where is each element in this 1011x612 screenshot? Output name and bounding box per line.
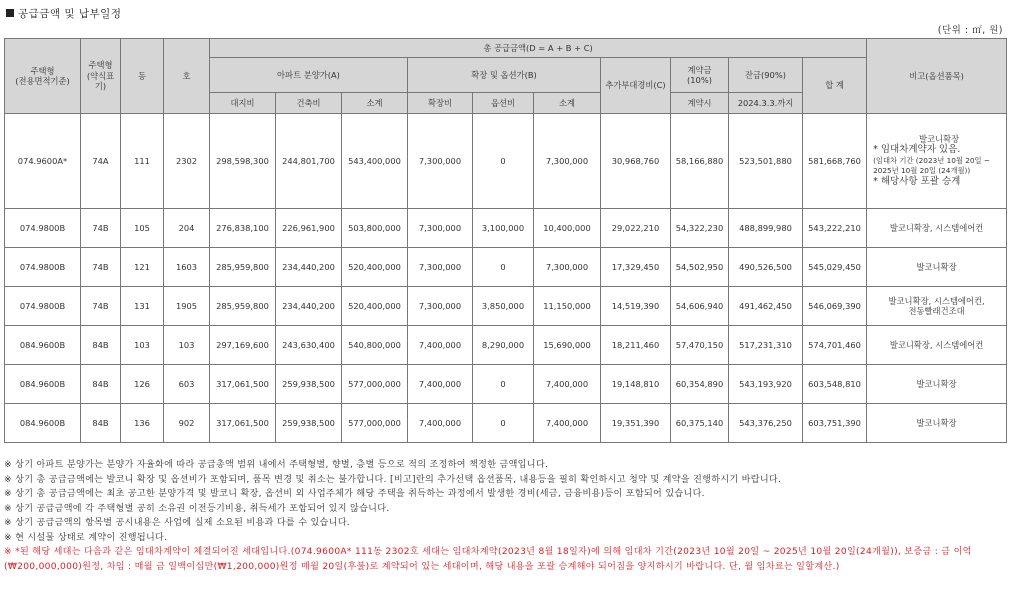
cell-ho: 2302 [164, 114, 210, 209]
cell-ho: 204 [164, 209, 210, 248]
lease-red-note: ※ *된 해당 세대는 다음과 같은 임대차계약이 체결되어진 세대입니다.(074.9600A* 111동 2302호 세대는 임대차계약(2023년 8월 18일자)에 의해 임대차 기간(2023년 10월 20일 ~ 2025년 10월 20일(24개월)), 보증금 : 금 이억(₩200,000,000)원정, 차임 : 매월 금 일백이십만(₩1,200,000)원정 매월 20일(후불)로 계약되어 있는 세대이며, 해당 내용을 포괄 승계해야 되어짐을 양지하시기 바랍니다. 단, 월 임차료는 일할계산.) [4, 547, 972, 572]
cell-short: 84B [81, 404, 121, 443]
cell-opt-subtotal: 7,300,000 [534, 248, 601, 287]
cell-opt-subtotal: 7,400,000 [534, 404, 601, 443]
cell-opt-subtotal: 15,690,000 [534, 326, 601, 365]
cell-dong: 126 [121, 365, 164, 404]
header-deposit-when: 계약시 [671, 93, 729, 114]
cell-extra: 18,211,460 [601, 326, 671, 365]
header-building: 건축비 [276, 93, 342, 114]
cell-ho: 603 [164, 365, 210, 404]
cell-opt-subtotal: 7,300,000 [534, 114, 601, 209]
header-land: 대지비 [210, 93, 276, 114]
cell-land: 317,061,500 [210, 365, 276, 404]
cell-land: 298,598,300 [210, 114, 276, 209]
cell-sum: 603,548,810 [803, 365, 867, 404]
header-expansion: 확장비 [408, 93, 473, 114]
table-row [5, 114, 1007, 209]
cell-opt-subtotal: 11,150,000 [534, 287, 601, 326]
cell-expansion: 7,300,000 [408, 114, 473, 209]
cell-expansion: 7,400,000 [408, 326, 473, 365]
note-line: ※ 상기 아파트 분양가는 분양가 자율화에 따라 공급총액 범위 내에서 주택형별, 향별, 층별 등으로 적의 조정하여 책정한 금액입니다. [4, 460, 549, 470]
cell-deposit: 57,470,150 [671, 326, 729, 365]
cell-extra: 17,329,450 [601, 248, 671, 287]
cell-apt-subtotal: 503,800,000 [342, 209, 408, 248]
header-balance: 잔금(90%) [729, 58, 803, 93]
cell-option: 0 [473, 365, 534, 404]
cell-land: 285,959,800 [210, 248, 276, 287]
header-housing-type: 주택형 (전용면적기준) [5, 39, 81, 114]
table-row [5, 404, 1007, 443]
cell-sum: 603,751,390 [803, 404, 867, 443]
cell-balance: 490,526,500 [729, 248, 803, 287]
cell-option: 0 [473, 404, 534, 443]
cell-apt-subtotal: 577,000,000 [342, 365, 408, 404]
cell-balance: 517,231,310 [729, 326, 803, 365]
cell-sum: 546,069,390 [803, 287, 867, 326]
price-table [4, 38, 1007, 443]
cell-building: 234,440,200 [276, 287, 342, 326]
cell-building: 226,961,900 [276, 209, 342, 248]
cell-remark [867, 114, 1007, 209]
header-apt-subtotal: 소계 [342, 93, 408, 114]
cell-sum: 545,029,450 [803, 248, 867, 287]
square-bullet-icon [6, 9, 14, 17]
cell-expansion: 7,300,000 [408, 287, 473, 326]
cell-balance: 523,501,880 [729, 114, 803, 209]
cell-opt-subtotal: 7,400,000 [534, 365, 601, 404]
cell-apt-subtotal: 543,400,000 [342, 114, 408, 209]
header-dong: 동 [121, 39, 164, 114]
cell-deposit: 54,606,940 [671, 287, 729, 326]
cell-land: 285,959,800 [210, 287, 276, 326]
cell-balance: 543,193,920 [729, 365, 803, 404]
cell-apt-subtotal: 540,800,000 [342, 326, 408, 365]
header-total: 총 공급금액(D = A + B + C) [210, 39, 867, 58]
cell-remark: 발코니확장, 시스템에어컨, 전동빨래건조대 [867, 287, 1007, 326]
cell-short: 74B [81, 209, 121, 248]
cell-short: 74B [81, 287, 121, 326]
cell-option: 0 [473, 248, 534, 287]
cell-land: 297,169,600 [210, 326, 276, 365]
cell-land: 276,838,100 [210, 209, 276, 248]
cell-building: 243,630,400 [276, 326, 342, 365]
cell-remark: 발코니확장 [867, 248, 1007, 287]
cell-option: 3,100,000 [473, 209, 534, 248]
cell-deposit: 54,322,230 [671, 209, 729, 248]
cell-dong: 105 [121, 209, 164, 248]
cell-type: 084.9600B [5, 365, 81, 404]
cell-balance: 491,462,450 [729, 287, 803, 326]
cell-ho: 1905 [164, 287, 210, 326]
cell-type: 074.9600A* [5, 114, 81, 209]
cell-expansion: 7,400,000 [408, 365, 473, 404]
cell-deposit: 60,354,890 [671, 365, 729, 404]
cell-extra: 19,351,390 [601, 404, 671, 443]
cell-type: 074.9800B [5, 287, 81, 326]
section-title [6, 6, 121, 21]
header-ho: 호 [164, 39, 210, 114]
header-opt-subtotal: 소계 [534, 93, 601, 114]
inherit-note: * 해당사항 포괄 승계 [873, 176, 961, 188]
note-line: ※ 상기 총 공급금액에는 발코니 확장 및 옵션비가 포함되며, 품목 변경 및 취소는 불가합니다. [비고]란의 추가선택 옵션품목, 내용등을 필히 확인하시고 청약 및 계약을 진행하시기 바랍니다. [4, 474, 782, 485]
cell-ho: 1603 [164, 248, 210, 287]
cell-short: 74B [81, 248, 121, 287]
header-balance-when: 2024.3.3.까지 [729, 93, 803, 114]
header-expansion-option: 확장 및 옵션가(B) [408, 58, 601, 93]
header-type-short: 주택형 (약식표기) [81, 39, 121, 114]
cell-remark: 발코니확장, 시스템에어컨 [867, 326, 1007, 365]
cell-expansion: 7,400,000 [408, 404, 473, 443]
cell-short: 84B [81, 326, 121, 365]
cell-extra: 29,022,210 [601, 209, 671, 248]
table-row [5, 326, 1007, 365]
section-title-text: 공급금액 및 납부일정 [18, 8, 122, 20]
header-sum: 합 계 [803, 58, 867, 114]
cell-building: 259,938,500 [276, 404, 342, 443]
cell-balance: 488,899,980 [729, 209, 803, 248]
cell-dong: 111 [121, 114, 164, 209]
cell-type: 074.9800B [5, 248, 81, 287]
cell-type: 084.9600B [5, 326, 81, 365]
cell-extra: 30,968,760 [601, 114, 671, 209]
cell-apt-subtotal: 520,400,000 [342, 287, 408, 326]
table-row [5, 287, 1007, 326]
note-line: ※ 현 시설물 상태로 계약이 진행됩니다. [4, 532, 168, 543]
cell-short: 84B [81, 365, 121, 404]
cell-option: 3,850,000 [473, 287, 534, 326]
cell-remark: 발코니확장, 시스템에어컨 [867, 209, 1007, 248]
cell-apt-subtotal: 520,400,000 [342, 248, 408, 287]
lease-period-note: (임대차 기간 (2023년 10월 20일 ~ 2025년 10월 20일 (24개월)) [873, 156, 991, 176]
cell-remark: 발코니확장 [867, 365, 1007, 404]
cell-sum: 574,701,460 [803, 326, 867, 365]
cell-deposit: 60,375,140 [671, 404, 729, 443]
cell-dong: 136 [121, 404, 164, 443]
cell-ho: 902 [164, 404, 210, 443]
header-apartment: 아파트 분양가(A) [210, 58, 408, 93]
cell-type: 084.9600B [5, 404, 81, 443]
cell-deposit: 58,166,880 [671, 114, 729, 209]
header-option: 옵션비 [473, 93, 534, 114]
cell-deposit: 54,502,950 [671, 248, 729, 287]
cell-expansion: 7,300,000 [408, 209, 473, 248]
cell-building: 244,801,700 [276, 114, 342, 209]
header-extra: 추가부대경비(C) [601, 58, 671, 114]
cell-expansion: 7,300,000 [408, 248, 473, 287]
remark-text: 발코니확장 [919, 134, 960, 145]
header-row-1 [5, 39, 1007, 58]
cell-opt-subtotal: 10,400,000 [534, 209, 601, 248]
table-row [5, 365, 1007, 404]
note-line: ※ 상기 공급금액에 각 주택형별 공히 소유권 이전등기비용, 취득세가 포함되어 있지 않습니다. [4, 503, 390, 514]
cell-dong: 121 [121, 248, 164, 287]
cell-extra: 19,148,810 [601, 365, 671, 404]
lease-note: * 임대차계약자 있음. [873, 144, 961, 156]
cell-balance: 543,376,250 [729, 404, 803, 443]
cell-dong: 131 [121, 287, 164, 326]
unit-label: (단위 : ㎡, 원) [937, 25, 1003, 36]
note-line: ※ 상기 공급금액의 항목별 공시내용은 사업에 실제 소요된 비용과 다를 수 있습니다. [4, 518, 350, 528]
cell-option: 8,290,000 [473, 326, 534, 365]
cell-short: 74A [81, 114, 121, 209]
cell-extra: 14,519,390 [601, 287, 671, 326]
cell-type: 074.9800B [5, 209, 81, 248]
cell-apt-subtotal: 577,000,000 [342, 404, 408, 443]
notes-section [4, 458, 1006, 574]
note-line: ※ 상기 총 공급금액에는 최초 공고한 분양가격 및 발코니 확장, 옵션비 외 사업주체가 해당 주택을 취득하는 과정에서 발생한 경비(세금, 금융비용)등이 포함되어 있습니다. [4, 489, 705, 499]
cell-remark: 발코니확장 [867, 404, 1007, 443]
table-row [5, 209, 1007, 248]
cell-land: 317,061,500 [210, 404, 276, 443]
cell-building: 234,440,200 [276, 248, 342, 287]
header-remark: 비고(옵션품목) [867, 39, 1007, 114]
cell-dong: 103 [121, 326, 164, 365]
cell-sum: 581,668,760 [803, 114, 867, 209]
cell-sum: 543,222,210 [803, 209, 867, 248]
cell-building: 259,938,500 [276, 365, 342, 404]
cell-ho: 103 [164, 326, 210, 365]
cell-option: 0 [473, 114, 534, 209]
header-deposit: 계약금 (10%) [671, 58, 729, 93]
table-row [5, 248, 1007, 287]
